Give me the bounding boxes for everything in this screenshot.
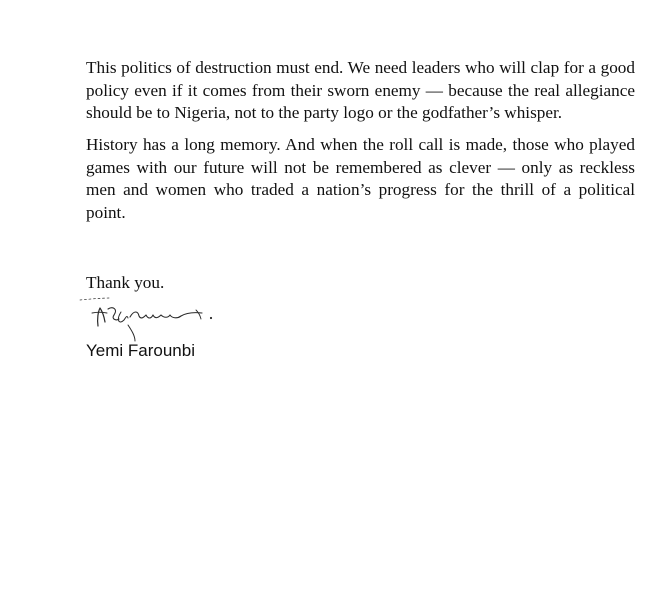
- letter-body: [86, 57, 635, 225]
- signer-name: Yemi Farounbi: [86, 341, 195, 360]
- paragraph-history-memory: History has a long memory. And when the roll call is made, those who played games with our future will not be remembered as clever — only as reckless men and women who traded a nation’s progress for the thrill of a political point.: [86, 135, 635, 223]
- paragraph-destruction-must-end: This politics of destruction must end. We need leaders who will clap for a good policy even if it comes from their sworn enemy — because the real allegiance should be to Nigeria, not to the party logo or the godfather’s whisper.: [86, 58, 635, 123]
- handwritten-signature: [78, 292, 220, 342]
- closing-line: Thank you.: [86, 273, 165, 292]
